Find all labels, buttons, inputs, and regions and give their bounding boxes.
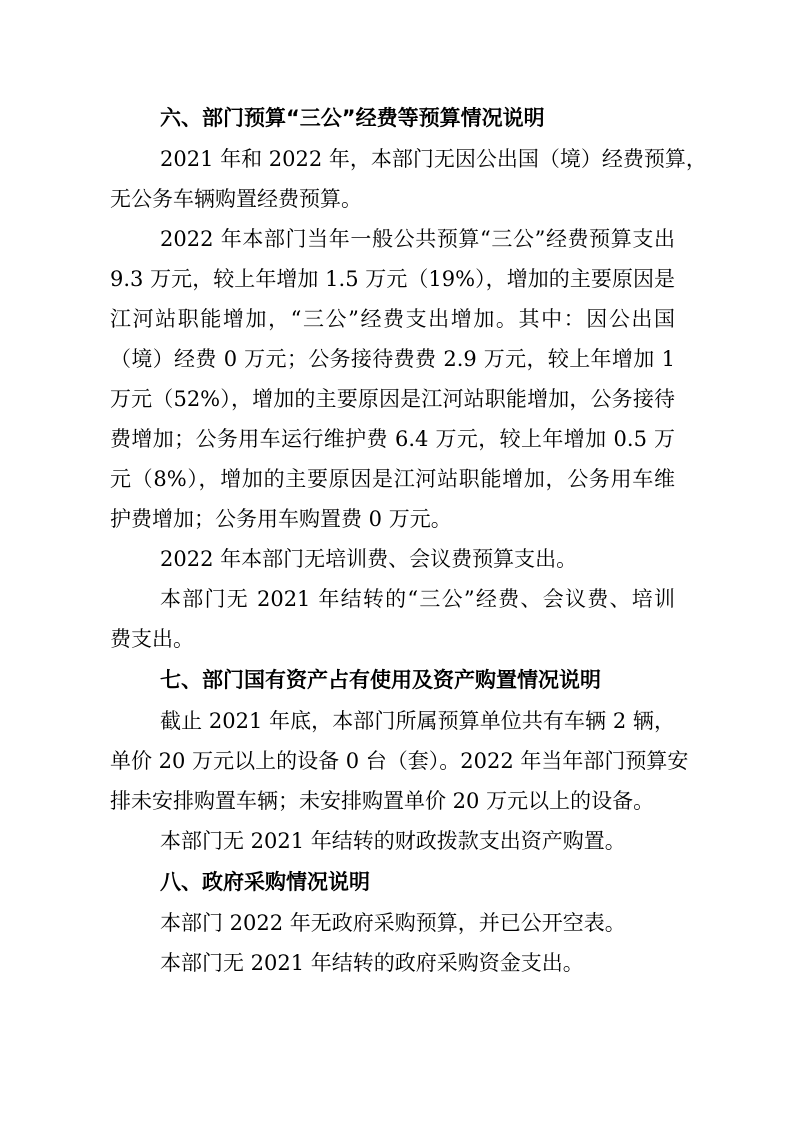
paragraph-line: 无公务车辆购置经费预算。 (110, 187, 362, 211)
section-seven (110, 659, 689, 861)
paragraph-line: 费增加；公务用车运行维护费 6.4 万元，较上年增加 0.5 万 (110, 427, 675, 451)
paragraph (110, 903, 675, 943)
paragraph-line: 江河站职能增加，“三公”经费支出增加。其中：因公出国 (110, 307, 675, 331)
section-six (110, 97, 707, 659)
paragraph-line: 本部门无 2021 年结转的财政拨款支出资产购置。 (160, 829, 626, 853)
paragraph-line: 截止 2021 年底，本部门所属预算单位共有车辆 2 辆， (160, 709, 675, 733)
paragraph-line: 排未安排购置车辆；未安排购置单价 20 万元以上的设备。 (110, 789, 655, 813)
paragraph-line: 2021 年和 2022 年，本部门无因公出国（境）经费预算， (160, 147, 707, 171)
paragraph (110, 139, 707, 219)
section-heading: 八、政府采购情况说明 (160, 870, 370, 894)
paragraph-line: 2022 年本部门无培训费、会议费预算支出。 (160, 547, 578, 571)
section-heading: 七、部门国有资产占有使用及资产购置情况说明 (160, 668, 601, 692)
paragraph-line: 9.3 万元，较上年增加 1.5 万元（19%），增加的主要原因是 (110, 267, 675, 291)
paragraph-line: 本部门无 2021 年结转的“三公”经费、会议费、培训 (160, 587, 675, 611)
section-eight (110, 861, 675, 983)
paragraph (110, 579, 675, 659)
paragraph-line: 费支出。 (110, 627, 194, 651)
paragraph-line: 护费增加；公务用车购置费 0 万元。 (110, 507, 452, 531)
document-page (110, 97, 707, 983)
paragraph-line: 万元（52%），增加的主要原因是江河站职能增加，公务接待 (110, 387, 675, 411)
paragraph-line: 单价 20 万元以上的设备 0 台（套）。2022 年当年部门预算安 (110, 749, 689, 773)
paragraph-line: （境）经费 0 万元；公务接待费费 2.9 万元，较上年增加 1 (110, 347, 675, 371)
paragraph-line: 元（8%），增加的主要原因是江河站职能增加，公务用车维 (110, 467, 675, 491)
paragraph-line: 本部门无 2021 年结转的政府采购资金支出。 (160, 951, 584, 975)
paragraph-line: 本部门 2022 年无政府采购预算，并已公开空表。 (160, 911, 626, 935)
section-heading: 六、部门预算“三公”经费等预算情况说明 (160, 106, 545, 130)
paragraph (110, 821, 675, 861)
paragraph-line: 2022 年本部门当年一般公共预算“三公”经费预算支出 (160, 227, 675, 251)
paragraph (110, 219, 675, 539)
paragraph (110, 701, 689, 821)
paragraph (110, 539, 675, 579)
paragraph (110, 943, 675, 983)
